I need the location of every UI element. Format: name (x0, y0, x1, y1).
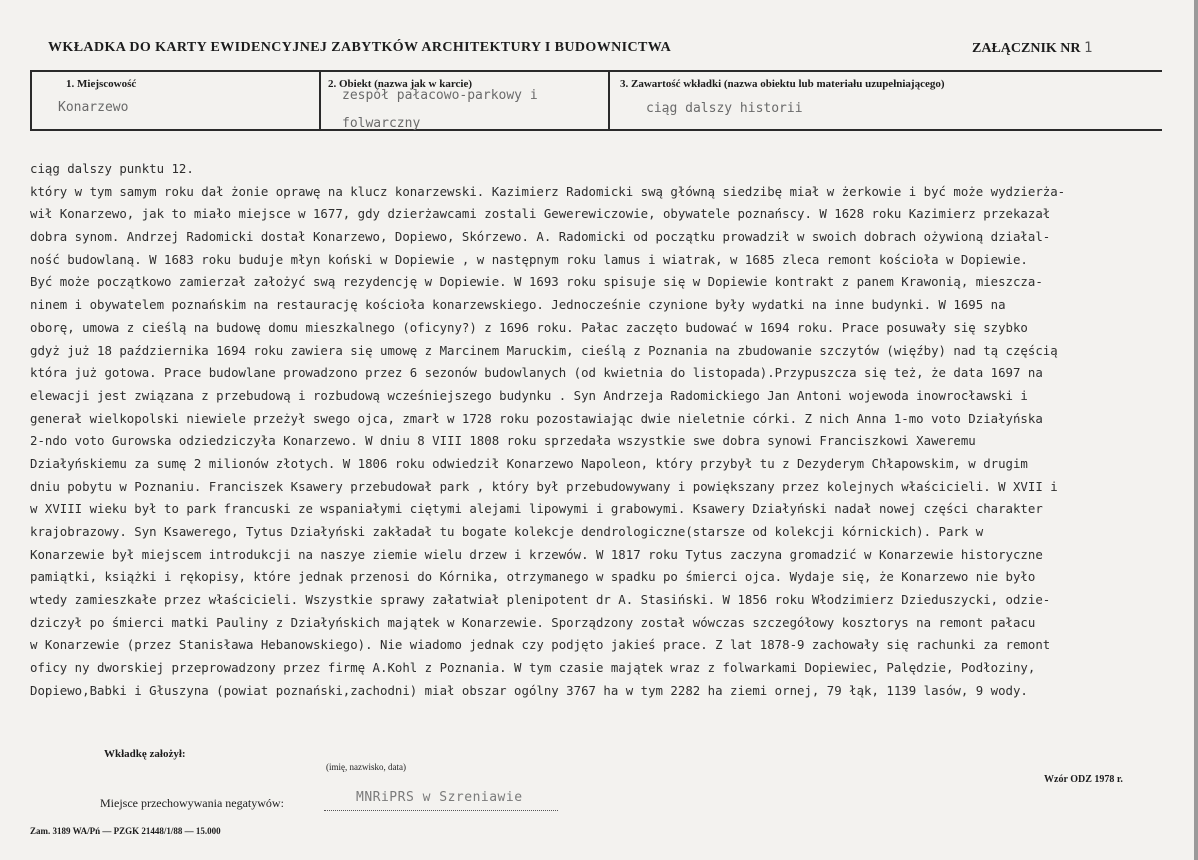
text-line: 2-ndo voto Gurowska odziedziczyła Konarzewo. W dniu 8 VIII 1808 roku sprzedała wszystkie swe dobra synowi Franciszkowi Xaweremu (30, 433, 976, 449)
text-line: który w tym samym roku dał żonie oprawę na klucz konarzewski. Kazimierz Radomicki swą główną siedzibę miał w żerkowie i być może wydzierża- (30, 183, 1066, 199)
column-divider-1 (319, 70, 321, 129)
text-line: ninem i obywatelem poznańskim na restaurację kościoła konarzewskiego. Jednocześnie czynione były wydatki na inne budynki. W 1695 na (30, 297, 1006, 313)
text-line: dniu pobytu w Poznaniu. Franciszek Ksawery przebudował park , który był przebudowywany i powiększany przez kolejnych właścicieli. W XVII i (30, 478, 1058, 494)
table-bottom-rule (30, 129, 1162, 131)
text-line: w Konarzewie (przez Stanisława Hebanowskiego). Nie wiadomo jednak czy podjęto jakieś prace. Z lat 1878-9 zachowały się rachunki za remont (30, 637, 1051, 653)
text-line: dobra synom. Andrzej Radomicki dostał Konarzewo, Dopiewo, Skórzewo. A. Radomicki od początku prowadził w swoich dobrach ożywioną działal- (30, 229, 1051, 245)
text-line: wtedy zamieszkałe przez właścicieli. Wszystkie sprawy załatwiał plenipotent dr A. Stasiński. W 1856 roku Włodzimierz Dzieduszycki, odzie- (30, 592, 1051, 608)
negatives-dotted-line (324, 810, 558, 811)
content-value: ciąg dalszy historii (646, 101, 803, 116)
annex-number (972, 40, 1092, 57)
object-label: 2. Obiekt (nazwa jak w karcie) (328, 78, 473, 90)
card-edge (1194, 0, 1198, 860)
text-line: dziczył po śmierci matki Pauliny z Działyńskich majątek w Konarzewie. Sporządzony został wówczas szczegółowy kosztorys na remont pałacu (30, 614, 1036, 630)
form-title: WKŁADKA DO KARTY EWIDENCYJNEJ ZABYTKÓW ARCHITEKTURY I BUDOWNICTWA (48, 40, 672, 55)
text-line: pamiątki, książki i rękopisy, które jednak przenosi do Kórnika, otrzymanego w spadku po śmierci ojca. Wydaje się, że Konarzewo nie było (30, 569, 1036, 585)
text-line: ciąg dalszy punktu 12. (30, 161, 194, 176)
column-divider-2 (608, 70, 610, 129)
text-line: ność budowlaną. W 1683 roku buduje młyn koński w Dopiewie , w następnym roku lamus i wiatrak, w 1685 zleca remont kościoła w Dopiewie. (30, 251, 1028, 267)
text-line: wił Konarzewo, jak to miało miejsce w 1677, gdy dzierżawcami zostali Gewerewiczowie, obywatele poznańscy. W 1628 roku Kazimierz przekazał (30, 206, 1051, 222)
content-label: 3. Zawartość wkładki (nazwa obiektu lub materiału uzupełniającego) (620, 78, 945, 90)
annex-label: ZAŁĄCZNIK NR (972, 41, 1081, 56)
form-code: Wzór ODZ 1978 r. (1044, 774, 1123, 785)
text-line: generał wielkopolski niewiele przeżył swego ojca, zmarł w 1728 roku pozostawiając dwie nieletnie córki. Z nich Anna 1-mo voto Działyńska (30, 410, 1043, 426)
text-line: Być może początkowo zamierzał założyć swą rezydencję w Dopiewie. W 1693 roku spisuje się w Dopiewie kontrakt z panem Krawonią, mieszcza- (30, 274, 1043, 290)
inserted-by-hint: (imię, nazwisko, data) (326, 762, 406, 772)
text-line: Konarzewie był miejscem introdukcji na naszye ziemie wielu drzew i krzewów. W 1817 roku Tytus zaczyna gromadzić w Konarzewie historyczne (30, 546, 1043, 562)
table-top-rule (30, 70, 1162, 72)
locality-label: 1. Miejscowość (66, 78, 137, 90)
column-divider-left (30, 70, 32, 131)
inserted-by-label: Wkładkę założył: (104, 748, 186, 760)
locality-value: Konarzewo (58, 100, 129, 115)
text-line: gdyż już 18 października 1694 roku zawiera się umowę z Marcinem Maruckim, cieślą z Poznania na zbudowanie szczytów (więźby) nad tą częścią (30, 342, 1058, 358)
history-text (30, 158, 1182, 703)
print-info: Zam. 3189 WA/Pń — PZGK 21448/1/88 — 15.000 (30, 826, 221, 836)
text-line: w XVIII wieku był to park francuski ze wspaniałymi ciętymi alejami lipowymi i grabowymi. Ksawery Działyński nadał nowej części charakter (30, 501, 1043, 517)
text-line: krajobrazowy. Syn Ksawerego, Tytus Działyński zakładał tu bogate kolekcje dendrologiczne(starsze od kolekcji kórnickich). Park w (30, 524, 984, 539)
text-line: która już gotowa. Prace budowlane prowadzono przez 6 sezonów budowlanych (od kwietnia do listopada).Przypuszcza się też, że data 1697 na (30, 365, 1043, 381)
object-value-line1: zespół pałacowo-parkowy i (342, 88, 538, 103)
object-value-line2: folwarczny (342, 116, 421, 131)
text-line: Dopiewo,Babki i Głuszyna (powiat poznański,zachodni) miał obszar ogólny 3767 ha w tym 2282 ha ziemi ornej, 79 łąk, 1139 lasów, 9 wody. (30, 682, 1028, 698)
text-line: elewacji jest związana z przebudową i rozbudową wcześniejszego budynku . Syn Andrzeja Radomickiego Jan Antoni wojewoda inowrocławski i (30, 387, 1028, 403)
annex-number-value: 1 (1084, 40, 1093, 56)
negatives-label: Miejsce przechowywania negatywów: (100, 796, 284, 810)
text-line: oborę, umowa z cieślą na budowę domu mieszkalnego (oficyny?) z 1696 roku. Pałac zaczęto budować w 1694 roku. Prace posuwały się szybko (30, 319, 1028, 335)
text-line: oficy ny dworskiej przeprowadzony przez firmę A.Kohl z Poznania. W tym czasie majątek wraz z folwarkami Dopiewiec, Palędzie, Podłoziny, (30, 660, 1036, 676)
negatives-value: MNRiPRS w Szreniawie (356, 790, 523, 805)
text-line: Działyńskiemu za sumę 2 milionów złotych. W 1806 roku odwiedził Konarzewo Napoleon, który przybył tu z Dezyderym Chłapowskim, w drugim (30, 455, 1028, 471)
